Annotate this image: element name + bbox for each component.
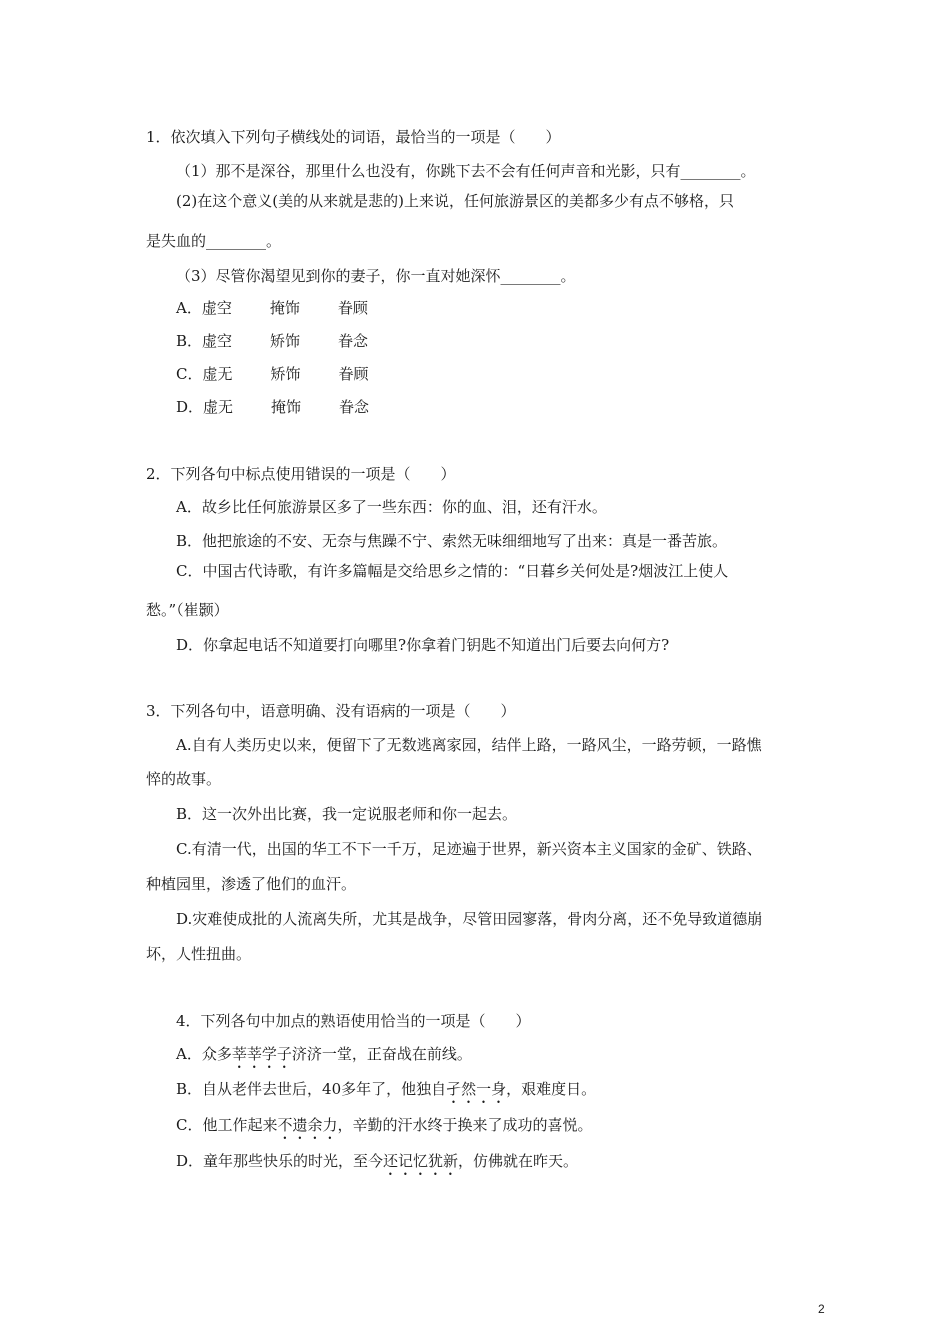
q2-option-b: B．他把旅途的不安、无奈与焦躁不宁、索然无味细细地写了出来：真是一番苦旅。 bbox=[176, 532, 728, 550]
q2-option-c-1: C．中国古代诗歌，有许多篇幅是交给思乡之情的：“日暮乡关何处是?烟波江上使人 bbox=[176, 562, 729, 580]
q2-option-a: A．故乡比任何旅游景区多了一些东西：你的血、泪，还有汗水。 bbox=[176, 498, 607, 516]
q1-sentence-3: （3）尽管你渴望见到你的妻子，你一直对她深怀________。 bbox=[176, 267, 576, 285]
q4-option-b: B．自从老伴去世后，40多年了，他独自孑然一身，艰难度日。 bbox=[176, 1080, 597, 1098]
q3-option-b: B．这一次外出比赛，我一定说服老师和你一起去。 bbox=[176, 805, 518, 823]
q1-sentence-1: （1）那不是深谷，那里什么也没有，你跳下去不会有任何声音和光影，只有________。 bbox=[176, 162, 756, 180]
q1-option-b: B．虚空 矫饰 眷念 bbox=[176, 332, 369, 350]
q4-option-c: C．他工作起来不遗余力，辛勤的汗水终于换来了成功的喜悦。 bbox=[176, 1116, 593, 1134]
q4-c-dotted-idiom: 不遗余力 bbox=[277, 1116, 338, 1134]
q1-option-a: A．虚空 掩饰 眷顾 bbox=[176, 299, 368, 317]
q3-option-d-1: D.灾难使成批的人流离失所，尤其是战争，尽管田园寥落，骨肉分离，还不免导致道德崩 bbox=[176, 910, 763, 928]
q4-a-dotted-idiom: 莘莘学子 bbox=[231, 1045, 292, 1063]
q2-option-d: D．你拿起电话不知道要打向哪里?你拿着门钥匙不知道出门后要去向何方? bbox=[176, 636, 670, 654]
q4-b-dotted-idiom: 孑然一身 bbox=[446, 1080, 507, 1098]
q1-sentence-2a: (2)在这个意义(美的从来就是悲的)上来说，任何旅游景区的美都多少有点不够格，只 bbox=[176, 192, 734, 210]
q3-option-a-2: 悴的故事。 bbox=[146, 770, 222, 788]
q4-option-a: A．众多莘莘学子济济一堂，正奋战在前线。 bbox=[176, 1045, 472, 1063]
q4-d-dotted-idiom: 还记忆犹新 bbox=[383, 1152, 459, 1170]
q2-option-c-2: 愁。”（崔颢） bbox=[146, 601, 229, 619]
q3-stem: 3．下列各句中，语意明确、没有语病的一项是（ ） bbox=[146, 702, 516, 720]
page-number: 2 bbox=[818, 1302, 825, 1316]
q1-sentence-2b: 是失血的________。 bbox=[146, 232, 282, 250]
q1-option-c: C．虚无 矫饰 眷顾 bbox=[176, 365, 369, 383]
q4-stem: 4．下列各句中加点的熟语使用恰当的一项是（ ） bbox=[176, 1012, 531, 1030]
q3-option-c-2: 种植园里，渗透了他们的血汗。 bbox=[146, 875, 357, 893]
q1-option-d: D．虚无 掩饰 眷念 bbox=[176, 398, 370, 416]
q3-option-a-1: A.自有人类历史以来，便留下了无数逃离家园，结伴上路，一路风尘，一路劳顿，一路憔 bbox=[176, 736, 762, 754]
q3-option-c-1: C.有清一代，出国的华工不下一千万，足迹遍于世界，新兴资本主义国家的金矿、铁路、 bbox=[176, 840, 762, 858]
q4-option-d: D．童年那些快乐的时光，至今还记忆犹新，仿佛就在昨天。 bbox=[176, 1152, 579, 1170]
q3-option-d-2: 坏，人性扭曲。 bbox=[146, 945, 252, 963]
q1-stem: 1．依次填入下列句子横线处的词语，最恰当的一项是（ ） bbox=[146, 128, 561, 146]
q2-stem: 2．下列各句中标点使用错误的一项是（ ） bbox=[146, 465, 456, 483]
